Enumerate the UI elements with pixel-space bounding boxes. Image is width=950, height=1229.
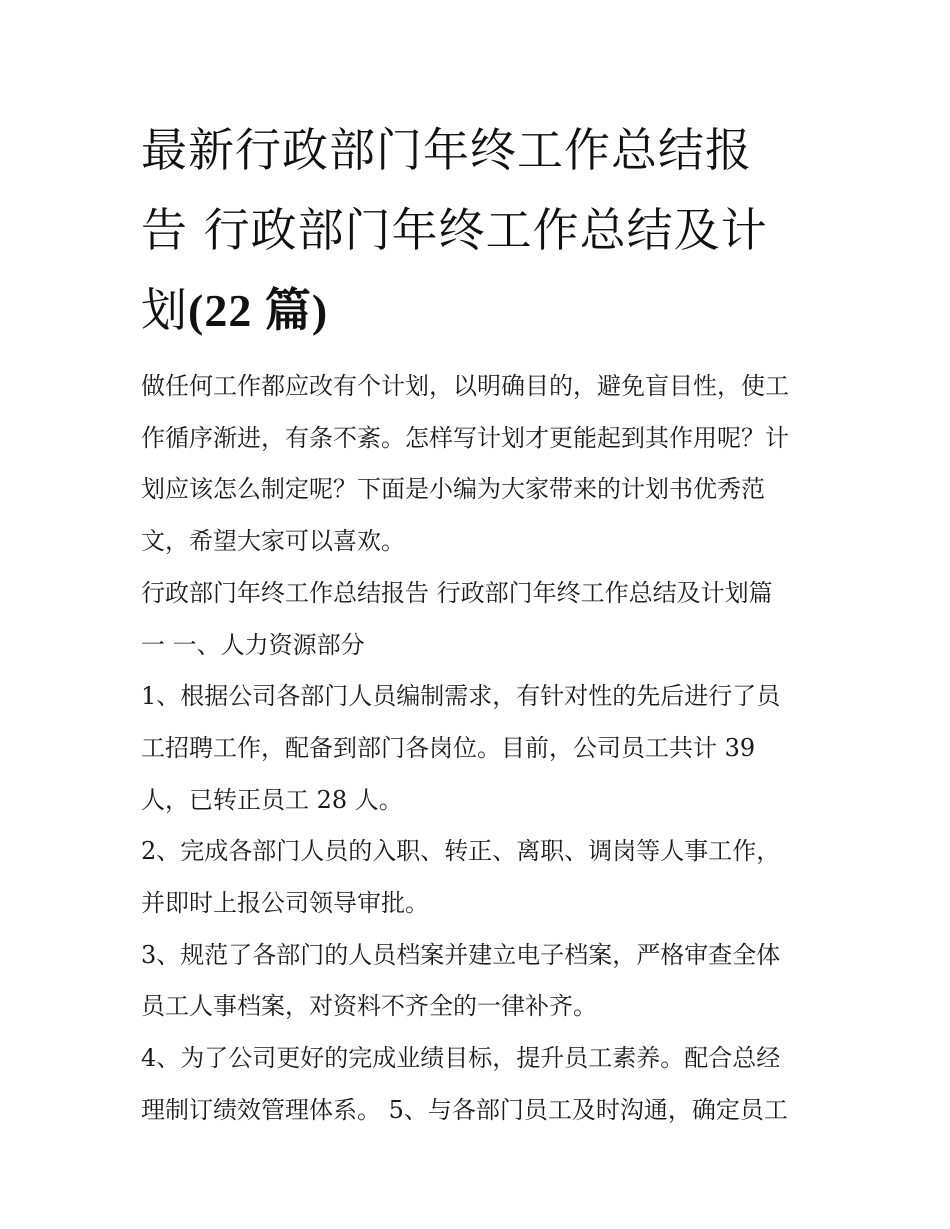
body-line: 并即时上报公司领导审批。 — [141, 889, 429, 918]
body-line: 2、完成各部门人员的入职、转正、离职、调岗等人事工作， — [141, 837, 781, 866]
body-line: 一 一、人力资源部分 — [141, 630, 365, 659]
title-line: 告 行政部门年终工作总结及计 — [141, 203, 768, 257]
document-body — [141, 361, 813, 1137]
title-line: 最新行政部门年终工作总结报 — [141, 123, 752, 177]
title-text: 划 — [141, 283, 188, 337]
title-count: (22 篇) — [188, 285, 329, 336]
body-line: 4、为了公司更好的完成业绩目标，提升员工素养。配合总经 — [141, 1044, 781, 1073]
body-line: 人，已转正员工 28 人。 — [141, 785, 403, 814]
body-line: 工招聘工作，配备到部门各岗位。目前，公司员工共计 39 — [141, 733, 756, 762]
body-line: 3、规范了各部门的人员档案并建立电子档案，严格审查全体 — [141, 940, 781, 969]
document-title — [141, 110, 813, 351]
body-line: 文，希望大家可以喜欢。 — [141, 527, 405, 556]
body-line: 作循序渐进，有条不紊。怎样写计划才更能起到其作用呢？计 — [141, 423, 789, 452]
body-line: 行政部门年终工作总结报告 行政部门年终工作总结及计划篇 — [141, 578, 773, 607]
body-line: 划应该怎么制定呢？下面是小编为大家带来的计划书优秀范 — [141, 475, 765, 504]
body-line: 理制订绩效管理体系。 5、与各部门员工及时沟通，确定员工 — [141, 1095, 788, 1124]
title-line — [141, 270, 813, 351]
document-content — [141, 110, 813, 1137]
body-line: 员工人事档案，对资料不齐全的一律补齐。 — [141, 992, 597, 1021]
body-line: 1、根据公司各部门人员编制需求，有针对性的先后进行了员 — [141, 682, 781, 711]
body-line: 做任何工作都应改有个计划，以明确目的，避免盲目性，使工 — [141, 372, 789, 400]
